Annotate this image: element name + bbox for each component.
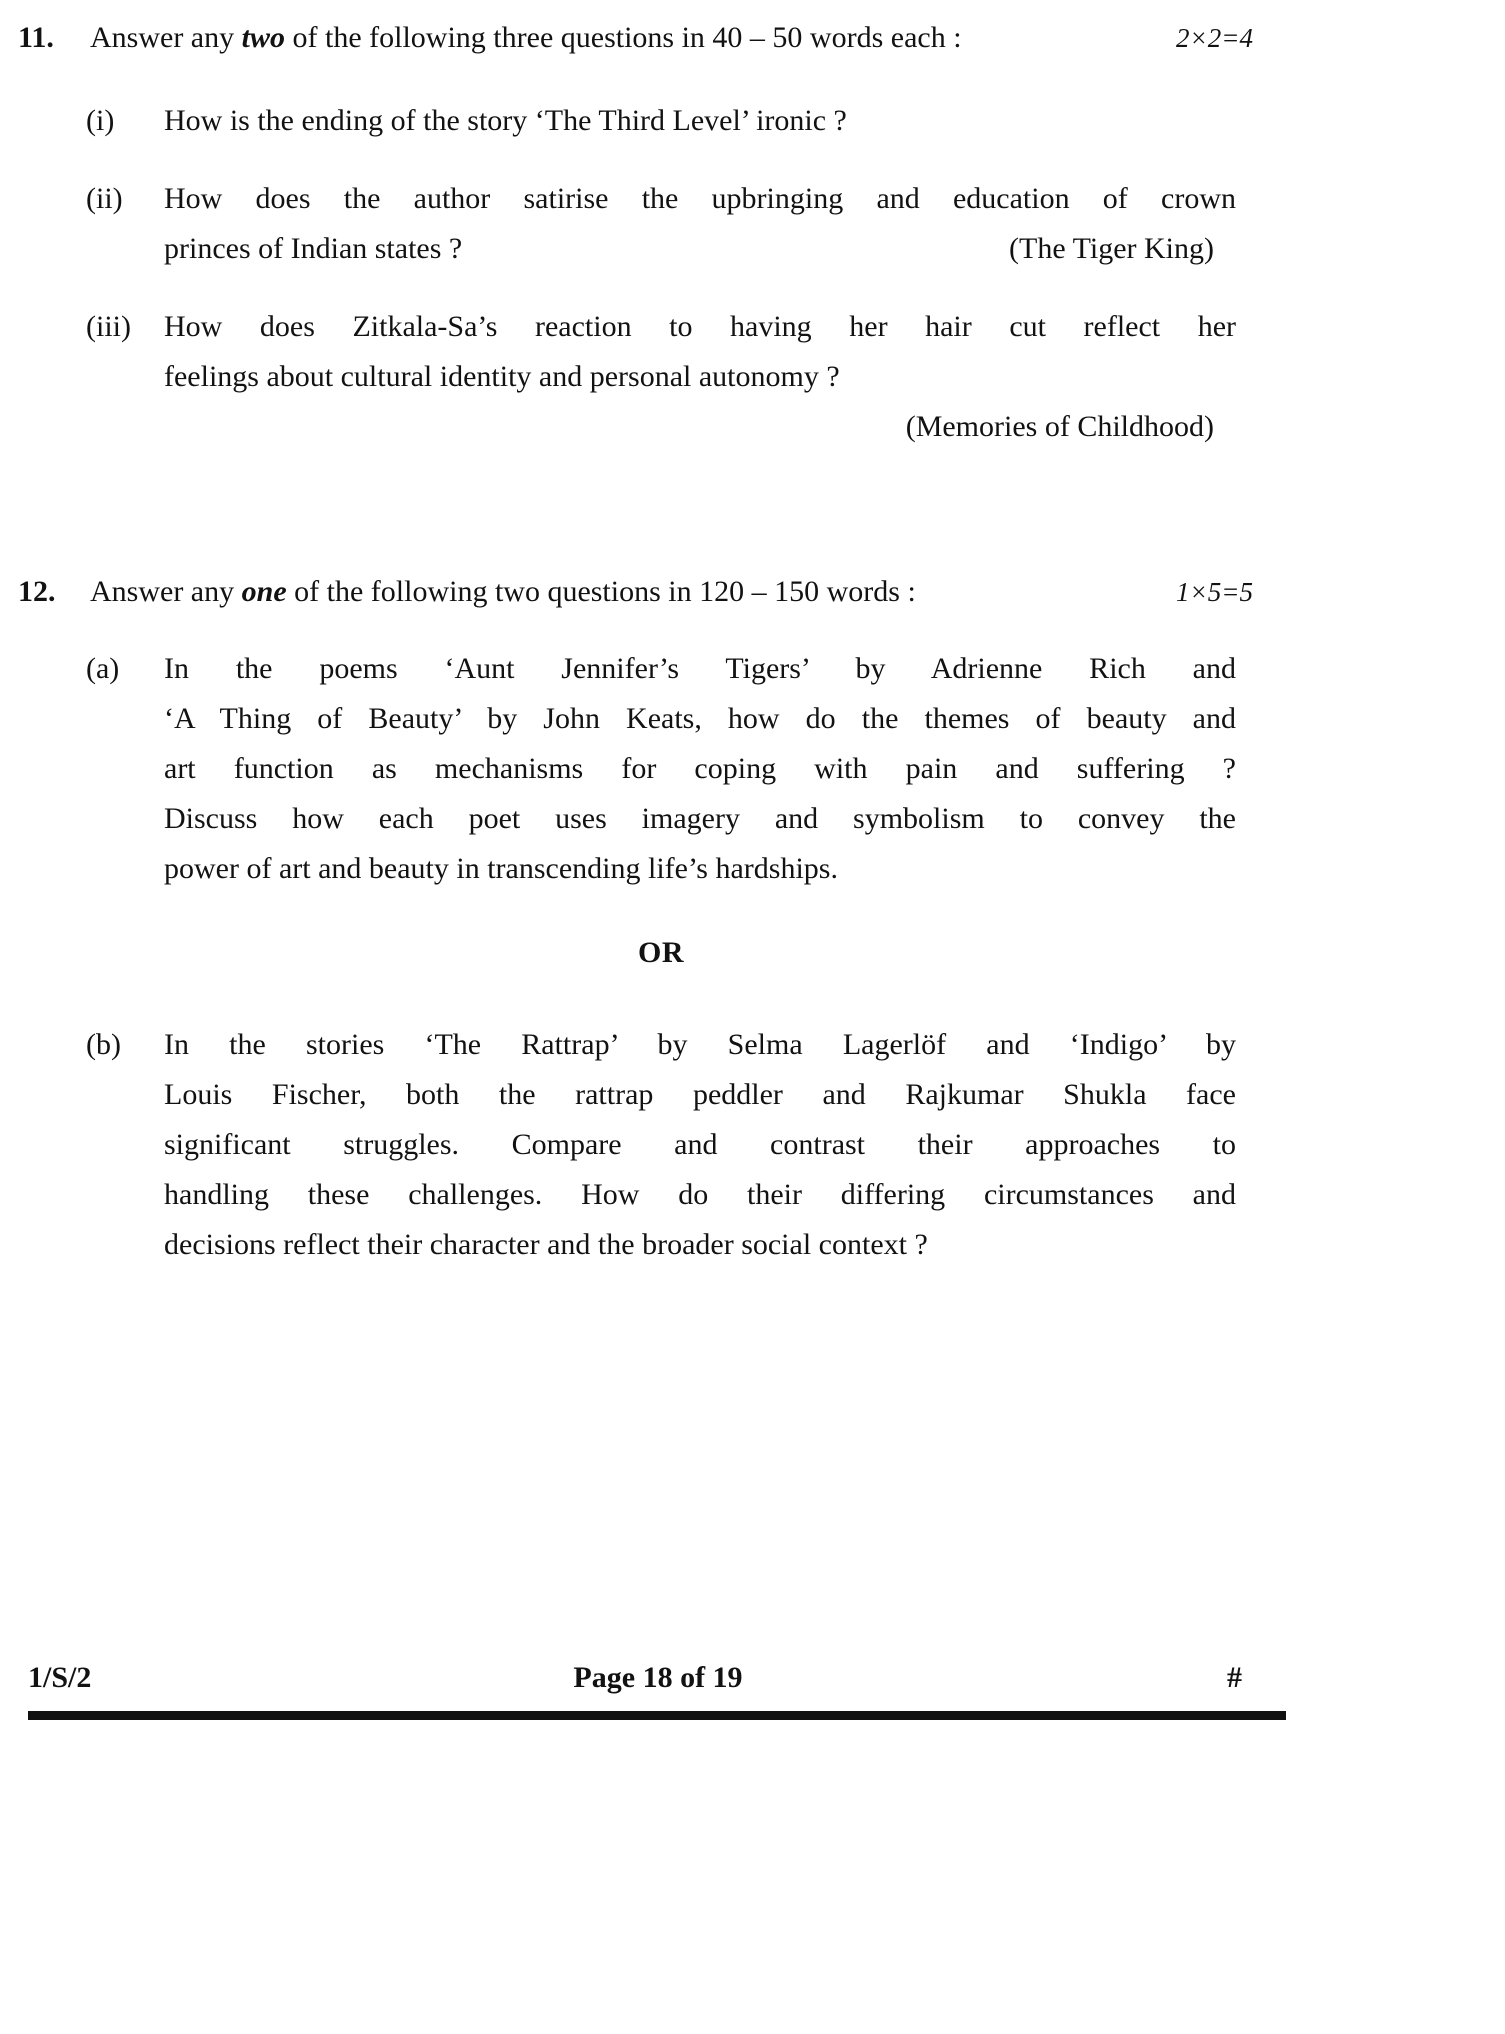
text-line: How does the author satirise the upbringing and education of crown <box>164 182 1236 215</box>
question-12-stem <box>90 570 1158 614</box>
page-footer <box>28 1661 1286 1720</box>
question-11-item-iii-text <box>164 302 1236 452</box>
footer-row <box>28 1661 1286 1695</box>
question-12-number: 12. <box>18 575 56 608</box>
footer-divider <box>28 1711 1286 1720</box>
text-line: handling these challenges. How do their differing circumstances and <box>164 1178 1236 1211</box>
page-number-label: Page 18 of 19 <box>573 1661 743 1694</box>
question-11-item-iii-label: (iii) <box>86 310 131 343</box>
question-12-option-a <box>86 644 1236 894</box>
question-12-option-a-label: (a) <box>86 652 120 685</box>
text-line: Discuss how each poet uses imagery and symbolism to convey the <box>164 802 1236 835</box>
choice-separator-or <box>86 936 1236 970</box>
text-line: How is the ending of the story ‘The Third Level’ ironic ? <box>164 104 847 137</box>
text-line: Louis Fischer, both the rattrap peddler and Rajkumar Shukla face <box>164 1078 1236 1111</box>
question-11-item-i-label: (i) <box>86 104 115 137</box>
text-line: In the stories ‘The Rattrap’ by Selma Lagerlöf and ‘Indigo’ by <box>164 1028 1236 1061</box>
question-11-item-iii <box>86 302 1236 452</box>
question-12-option-b-label: (b) <box>86 1028 121 1061</box>
question-11-number: 11. <box>18 21 54 54</box>
question-11-stem-part2: of the following three questions in 40 – 50 words each : <box>285 21 962 54</box>
question-11-stem <box>90 16 1158 60</box>
question-12-option-b <box>86 1020 1236 1270</box>
question-11-headline <box>90 16 1253 60</box>
text-line: How does Zitkala-Sa’s reaction to having her hair cut reflect her <box>164 310 1236 343</box>
question-11-item-ii-text <box>164 174 1236 274</box>
paper-code: 1/S/2 <box>28 1661 92 1694</box>
question-11 <box>18 16 1505 60</box>
question-11-stem-part1: Answer any <box>90 21 242 54</box>
question-12-stem-part1: Answer any <box>90 575 242 608</box>
text-line: ‘A Thing of Beauty’ by John Keats, how do the themes of beauty and <box>164 702 1236 735</box>
text-line: decisions reflect their character and the broader social context ? <box>164 1228 928 1261</box>
question-12-headline <box>90 570 1253 614</box>
question-11-stem-emphasis: two <box>241 21 285 54</box>
question-12-marks: 1×5=5 <box>1176 577 1253 607</box>
text-line: art function as mechanisms for coping with pain and suffering ? <box>164 752 1236 785</box>
text-line: In the poems ‘Aunt Jennifer’s Tigers’ by Adrienne Rich and <box>164 652 1236 685</box>
question-11-body <box>90 16 1505 60</box>
question-11-item-ii <box>86 174 1236 274</box>
question-12-stem-part2: of the following two questions in 120 – 150 words : <box>286 575 916 608</box>
question-11-item-i <box>86 96 1236 146</box>
text-line: feelings about cultural identity and personal autonomy ? <box>164 360 840 393</box>
text-line: princes of Indian states ? <box>164 232 463 265</box>
question-12-option-a-text <box>164 644 1236 894</box>
text-line: power of art and beauty in transcending life’s hardships. <box>164 852 838 885</box>
end-of-page-mark: # <box>1227 1661 1242 1694</box>
question-12-body <box>90 570 1505 614</box>
question-11-item-iii-attribution: (Memories of Childhood) <box>905 410 1214 443</box>
question-11-item-ii-attribution: (The Tiger King) <box>1009 232 1214 265</box>
or-label: OR <box>638 936 684 969</box>
question-11-marks: 2×2=4 <box>1176 23 1253 53</box>
question-11-item-i-text <box>164 96 1236 146</box>
question-11-item-ii-label: (ii) <box>86 182 123 215</box>
question-12-option-b-text <box>164 1020 1236 1270</box>
text-line: significant struggles. Compare and contrast their approaches to <box>164 1128 1236 1161</box>
question-12 <box>18 570 1505 614</box>
text-line-with-attribution <box>164 224 1236 274</box>
question-12-stem-emphasis: one <box>241 575 287 608</box>
